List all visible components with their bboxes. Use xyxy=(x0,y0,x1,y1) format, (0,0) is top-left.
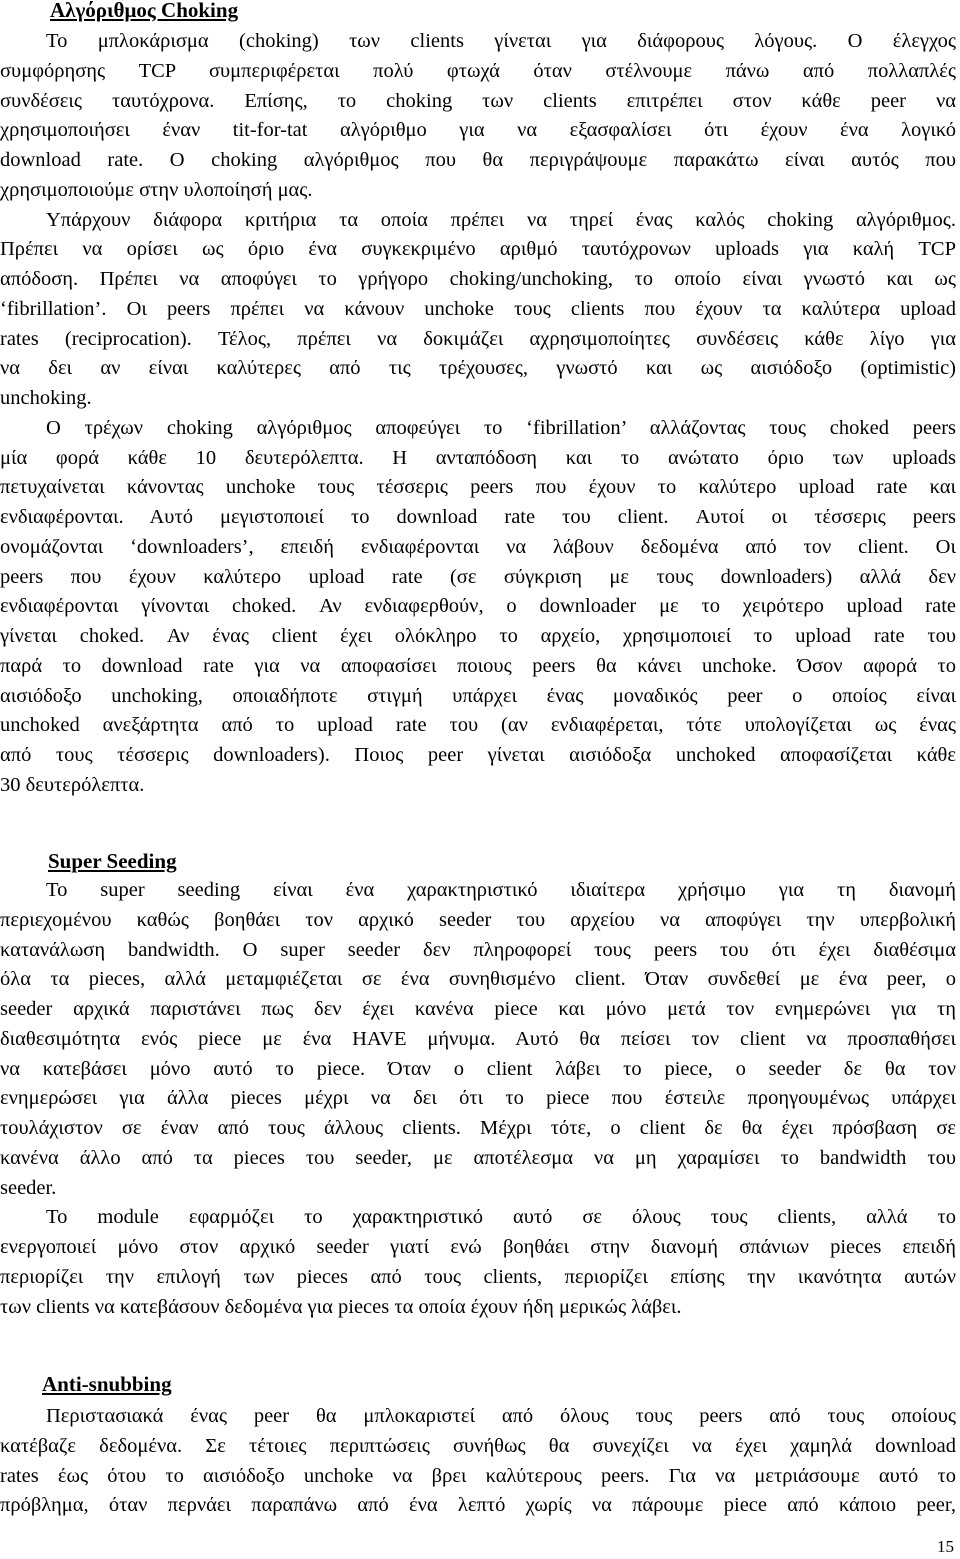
text-line: download rate. Ο choking αλγόριθμος που θα περιγράψουμε παρακάτω είναι αυτός που xyxy=(0,149,956,171)
text-line: Υπάρχουν διάφορα κριτήρια τα οποία πρέπει να τηρεί ένας καλός choking αλγόριθμος. xyxy=(46,208,956,231)
text-line: Το super seeding είναι ένα χαρακτηριστικό ιδιαίτερα χρήσιμο για τη διανομή xyxy=(46,879,956,901)
section-body-super-seeding xyxy=(0,876,956,1322)
text-line: unchoking. xyxy=(0,387,92,409)
text-line: κατέβαζε δεδομένα. Σε τέτοιες περιπτώσεις συνήθως θα συνεχίζει να έχει χαμηλά download xyxy=(0,1434,956,1457)
text-line: χρησιμοποιήσει έναν tit-for-tat αλγόριθμο για να εξασφαλίσει ότι έχουν ένα λογικό xyxy=(0,119,956,142)
text-line: από τους τέσσερις downloaders). Ποιος peer γίνεται αισιόδοξα unchoked αποφασίζεται κάθε xyxy=(0,744,956,766)
text-line: να κατεβάσει μόνο αυτό το piece. Όταν ο client λάβει το piece, ο seeder δε θα τον xyxy=(0,1057,956,1080)
text-line: ενδιαφέρονται. Αυτό μεγιστοποιεί το download rate του client. Αυτοί οι τέσσερις peers xyxy=(0,506,956,528)
text-line: 30 δευτερόλεπτα. xyxy=(0,773,145,796)
text-line: Το module εφαρμόζει το χαρακτηριστικό αυτό σε όλους τους clients, αλλά το xyxy=(46,1206,956,1229)
text-line: τουλάχιστον σε έναν από τους άλλους clients. Μέχρι τότε, ο client δε θα έχει πρόσβαση σε xyxy=(0,1117,956,1139)
section-heading-super-seeding: Super Seeding xyxy=(48,849,177,873)
text-line: απόδοση. Πρέπει να αποφύγει το γρήγορο choking/unchoking, το οποίο είναι γνωστό και ως xyxy=(0,268,956,290)
text-line: όλα τα pieces, αλλά μεταμφιέζεται σε ένα συνηθισμένο client. Όταν συνδεθεί με ένα peer, ο xyxy=(0,968,956,991)
text-line: συμφόρησης TCP συμπεριφέρεται πολύ φτωχά όταν στέλνουμε πάνω από πολλαπλές xyxy=(0,59,956,82)
text-line: χρησιμοποιούμε στην υλοποίησή μας. xyxy=(0,178,313,201)
text-line: περιορίζει την επιλογή των pieces από τους clients, περιορίζει επίσης την ικανότητα αυτών xyxy=(0,1265,956,1288)
text-line: ενδιαφέρονται γίνονται choked. Αν ενδιαφερθούν, ο downloader με το χειρότερο upload rate xyxy=(0,595,956,618)
text-line: Ο τρέχων choking αλγόριθμος αποφεύγει το ‘fibrillation’ αλλάζοντας τους choked peers xyxy=(46,416,956,439)
text-line: Πρέπει να ορίσει ως όριο ένα συγκεκριμένο αριθμό ταυτόχρονων uploads για καλή TCP xyxy=(0,238,956,261)
text-line: πρόβλημα, όταν περνάει παραπάνω από ένα λεπτό χωρίς να πάρουμε piece από κάποιο peer, xyxy=(0,1494,956,1517)
text-line: peers που έχουν καλύτερο upload rate (σε σύγκριση με τους downloaders) αλλά δεν xyxy=(0,565,956,588)
text-line: ενεργοποιεί μόνο στον αρχικό seeder γιατί ενώ βοηθάει στην διανομή σπάνιων pieces επειδή xyxy=(0,1236,956,1258)
text-line: ονομάζονται ‘downloaders’, επειδή ενδιαφέρονται να λάβουν δεδομένα από τον client. Οι xyxy=(0,535,956,558)
text-line: των clients να κατεβάσουν δεδομένα για pieces τα οποία έχουν ήδη μερικώς λάβει. xyxy=(0,1295,682,1318)
text-line: κατανάλωση bandwidth. Ο super seeder δεν πληροφορεί τους peers του ότι έχει διαθέσιμα xyxy=(0,938,956,961)
text-line: μία φορά κάθε 10 δευτερόλεπτα. Η ανταπόδοση και το ανώτατο όριο των uploads xyxy=(0,446,956,469)
text-line: seeder αρχικά παριστάνει πως δεν έχει κανένα piece και μόνο μετά τον ενημερώνει για τη xyxy=(0,998,956,1020)
text-line: unchoked ανεξάρτητα από το upload rate του (αν ενδιαφέρεται, τότε υπολογίζεται ως ένας xyxy=(0,714,956,737)
text-line: ‘fibrillation’. Οι peers πρέπει να κάνουν unchoke τους clients που έχουν τα καλύτερα upload xyxy=(0,297,956,320)
text-line: αισιόδοξο unchoking, οποιαδήποτε στιγμή υπάρχει ένας μοναδικός peer ο οποίος είναι xyxy=(0,684,956,707)
text-line: rates έως ότου το αισιόδοξο unchoke να βρει καλύτερους peers. Για να μετριάσουμε αυτό το xyxy=(0,1464,956,1487)
text-line: να δει αν είναι καλύτερες από τις τρέχουσες, γνωστό και ως αισιόδοξο (optimistic) xyxy=(0,357,956,380)
text-line: γίνεται choked. Αν ένας client έχει ολόκληρο το αρχείο, χρησιμοποιεί το upload rate του xyxy=(0,625,956,647)
text-line: κανένα άλλο από τα pieces του seeder, με αποτέλεσμα να μη χαραμίσει το bandwidth του xyxy=(0,1146,956,1169)
section-heading-anti-snubbing: Anti-snubbing xyxy=(42,1372,172,1396)
text-line: πετυχαίνεται κάνοντας unchoke τους τέσσερις peers που έχουν το καλύτερο upload rate και xyxy=(0,476,956,499)
text-line: Το μπλοκάρισμα (choking) των clients γίνεται για διάφορους λόγους. Ο έλεγχος xyxy=(46,30,956,52)
section-body-choking xyxy=(0,27,956,801)
text-line: Περιστασιακά ένας peer θα μπλοκαριστεί από όλους τους peers από τους οποίους xyxy=(46,1405,956,1427)
text-line: διαθεσιμότητα ενός piece με ένα HAVE μήνυμα. Αυτό θα πείσει τον client να προσπαθήσει xyxy=(0,1027,956,1050)
text-line: rates (reciprocation). Τέλος, πρέπει να δοκιμάζει αχρησιμοποίητες συνδέσεις κάθε λίγο για xyxy=(0,327,956,350)
section-heading-choking: Αλγόριθμος Choking xyxy=(50,0,239,22)
text-line: ενημερώσει για άλλα pieces μέχρι να δει ότι το piece που έστειλε προηγουμένως υπάρχει xyxy=(0,1087,956,1110)
section-body-anti-snubbing xyxy=(0,1402,956,1521)
text-line: παρά το download rate για να αποφασίσει ποιους peers θα κάνει unchoke. Όσον αφορά το xyxy=(0,654,956,677)
text-line: seeder. xyxy=(0,1176,57,1199)
text-line: περιεχομένου καθώς βοηθάει τον αρχικό seeder του αρχείου να αποφύγει την υπερβολική xyxy=(0,908,956,931)
text-line: συνδέσεις ταυτόχρονα. Επίσης, το choking των clients επιτρέπει στον κάθε peer να xyxy=(0,89,956,112)
page-number: 15 xyxy=(937,1537,954,1556)
